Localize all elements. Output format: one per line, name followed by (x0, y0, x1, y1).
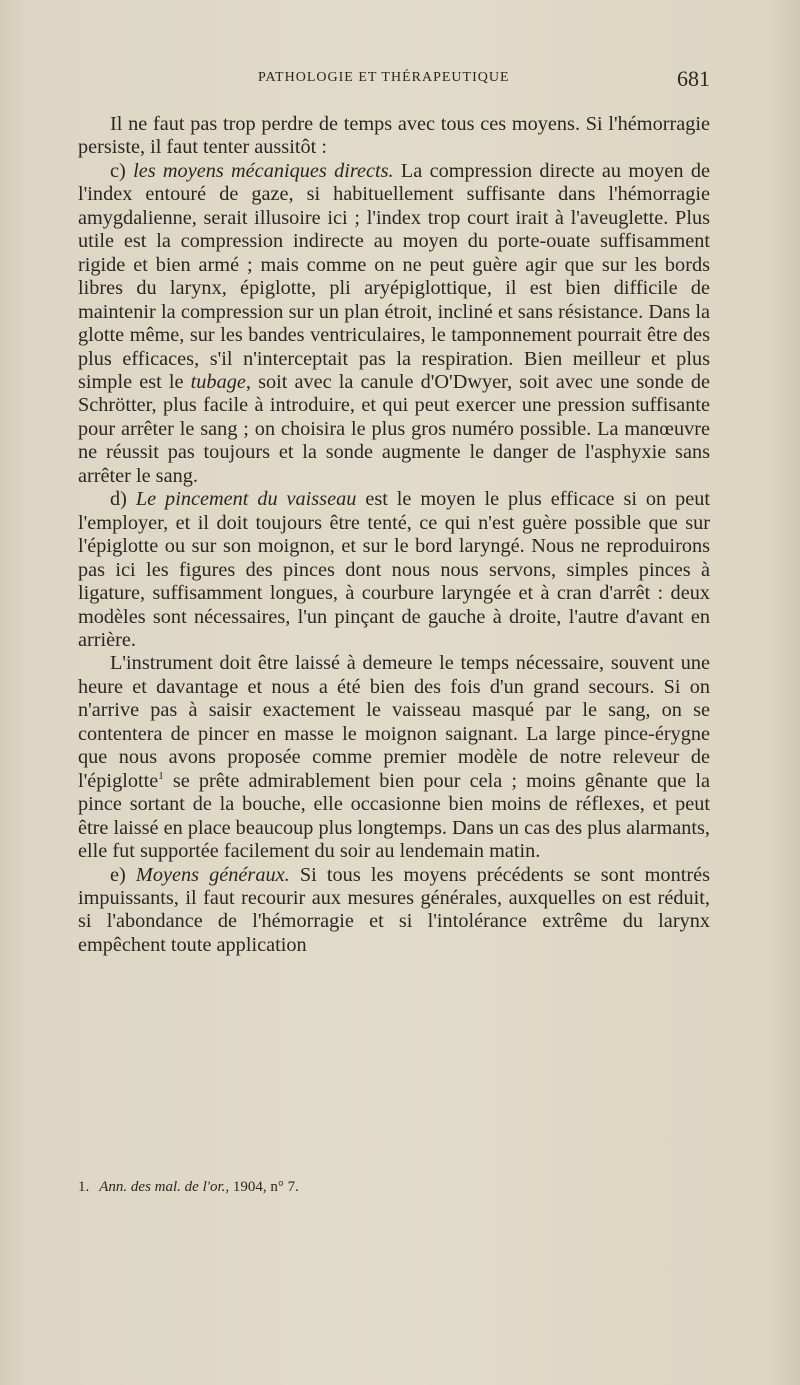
paragraph-text-continued: se prête admirablement bien pour cela ; moins gênante que la pince sortant de la bouche, elle occasionne bien moins de réflexes, et peut être laissé en place beaucoup plus longtemps. Dans un cas des plus alarmants, elle fut supportée facilement du soir au lendemain matin. (78, 769, 711, 863)
footnote-text: , 1904, n° 7. (225, 1179, 299, 1195)
paragraph-text: Si tous les moyens précédents se sont montrés impuissants, il faut recourir aux mesures générales, auxquelles on est réduit, si l'abondance de l'hémorragie et si l'intolérance extrême du larynx empêchent toute application (78, 863, 710, 956)
paragraph-c (78, 160, 710, 488)
paragraph-d (78, 488, 710, 652)
paragraph-text: L'instrument doit être laissé à demeure le temps nécessaire, souvent une heure et davantage et nous a été bien des fois d'un grand secours. Si on n'arrive pas à saisir exactement le vaisseau masqué par le sang, on se contentera de pincer en masse le moignon saignant. La large pince-érygne que nous avons proposée comme premier modèle de notre releveur de l'épiglotte (78, 652, 710, 792)
running-title: PATHOLOGIE ET THÉRAPEUTIQUE (258, 70, 510, 85)
item-heading: Le pincement du vaisseau (135, 488, 357, 511)
footnote-number: 1. (78, 1179, 90, 1195)
paragraph-text: La compression directe au moyen de l'index entouré de gaze, si habituellement suffisante dans l'hémorragie amygdalienne, serait illusoire ici ; l'index trop court irait à l'aveuglette. Plus utile est la compression indirecte au moyen du porte-ouate suffisamment rigide et bien armé ; mais comme on ne peut guère agir que sur les bords libres du larynx, épiglotte, pli aryépiglottique, il est bien difficile de maintenir la compression sur un plan étroit, incliné et sans résistance. Dans la glotte même, sur les bandes ventriculaires, le tamponnement pourrait être des plus efficaces, s'il n'interceptait pas la respiration. Bien meilleur et plus simple est le (78, 159, 710, 393)
paragraph-e (78, 864, 710, 958)
item-heading: les moyens mécaniques directs. (133, 159, 394, 182)
page-number: 681 (677, 66, 710, 91)
footnote-source: Ann. des mal. de l'or. (99, 1179, 226, 1195)
footnote (78, 1178, 710, 1196)
paragraph-text-continued: , soit avec la canule d'O'Dwyer, soit avec une sonde de Schrötter, plus facile à introduire, et qui peut exercer une pression suffisante pour arrêter le sang ; on choisira le plus gros numéro possible. La manœuvre ne réussit pas toujours et la sonde augmente le danger de l'asphyxie sans arrêter le sang. (78, 370, 710, 487)
item-label: d) (110, 488, 127, 511)
footnote-reference[interactable]: 1 (158, 769, 164, 782)
paragraph-text: Il ne faut pas trop perdre de temps avec tous ces moyens. Si l'hémorragie persiste, il faut tenter aussitôt : (78, 113, 710, 159)
paragraph-instrument (78, 652, 710, 863)
body-text (78, 113, 710, 957)
item-label: e) (110, 863, 126, 886)
paragraph-text: est le moyen le plus efficace si on peut l'employer, et il doit toujours être tenté, ce qui n'est guère possible que sur l'épiglotte ou sur son moignon, et sur le bord laryngé. Nous ne reproduirons pas ici les figures des pinces dont nous nous servons, simples pinces à ligature, suffisamment longues, à courbure laryngée et à cran d'arrêt : deux modèles sont nécessaires, l'un pinçant de gauche à droite, l'autre d'avant en arrière. (78, 488, 711, 651)
emphasis-term: tubage (190, 370, 246, 393)
running-header (78, 66, 710, 92)
paragraph-intro (78, 113, 710, 160)
item-heading: Moyens généraux. (135, 863, 290, 886)
item-label: c) (110, 159, 126, 182)
